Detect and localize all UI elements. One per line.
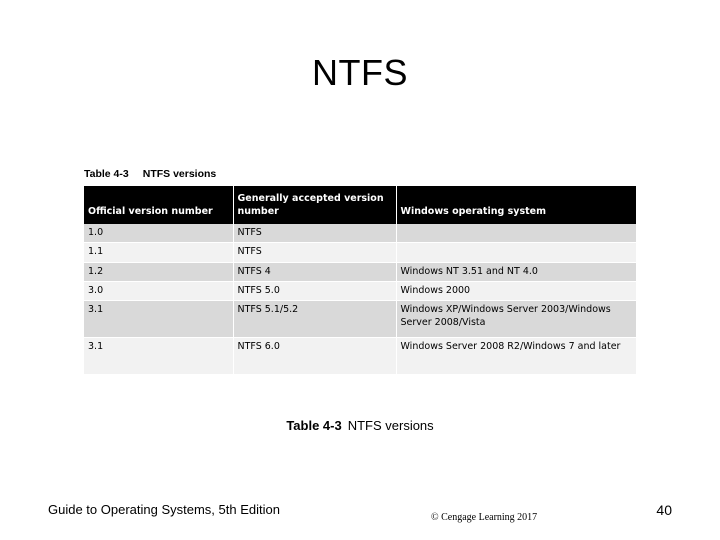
- cell-windows-os: Windows 2000: [396, 282, 636, 301]
- cell-official-version: 3.0: [84, 282, 233, 301]
- footer-book-title: Guide to Operating Systems, 5th Edition: [48, 502, 280, 517]
- ntfs-versions-table: [84, 186, 636, 375]
- table-caption-top: [84, 168, 216, 180]
- cell-official-version: 1.1: [84, 243, 233, 262]
- table-row: [84, 262, 636, 281]
- cell-windows-os: [396, 224, 636, 243]
- cell-accepted-version: NTFS 5.1/5.2: [233, 301, 396, 338]
- slide-title: NTFS: [312, 52, 408, 93]
- cell-official-version: 3.1: [84, 338, 233, 375]
- cell-accepted-version: NTFS: [233, 224, 396, 243]
- cell-official-version: 1.2: [84, 262, 233, 281]
- caption-text: NTFS versions: [347, 418, 434, 433]
- cell-official-version: 1.0: [84, 224, 233, 243]
- cell-official-version: 3.1: [84, 301, 233, 338]
- table-caption: [0, 418, 720, 433]
- cell-accepted-version: NTFS 6.0: [233, 338, 396, 375]
- header-windows-os: Windows operating system: [396, 186, 636, 224]
- table-row: [84, 243, 636, 262]
- cell-accepted-version: NTFS 5.0: [233, 282, 396, 301]
- cell-windows-os: Windows NT 3.51 and NT 4.0: [396, 262, 636, 281]
- cell-windows-os: Windows Server 2008 R2/Windows 7 and later: [396, 338, 636, 375]
- footer-copyright: © Cengage Learning 2017: [431, 512, 538, 523]
- header-accepted-version: Generally accepted version number: [233, 186, 396, 224]
- caption-number: Table 4-3: [286, 418, 342, 433]
- cell-windows-os: Windows XP/Windows Server 2003/Windows Server 2008/Vista: [396, 301, 636, 338]
- cell-accepted-version: NTFS 4: [233, 262, 396, 281]
- table-row: [84, 338, 636, 375]
- table-row: [84, 301, 636, 338]
- table-row: [84, 282, 636, 301]
- header-official-version: Official version number: [84, 186, 233, 224]
- cell-windows-os: [396, 243, 636, 262]
- table-header-row: [84, 186, 636, 224]
- page-number: 40: [656, 502, 672, 518]
- cell-accepted-version: NTFS: [233, 243, 396, 262]
- table-caption-title: NTFS versions: [142, 168, 217, 180]
- table-caption-number: Table 4-3: [84, 168, 129, 180]
- table-row: [84, 224, 636, 243]
